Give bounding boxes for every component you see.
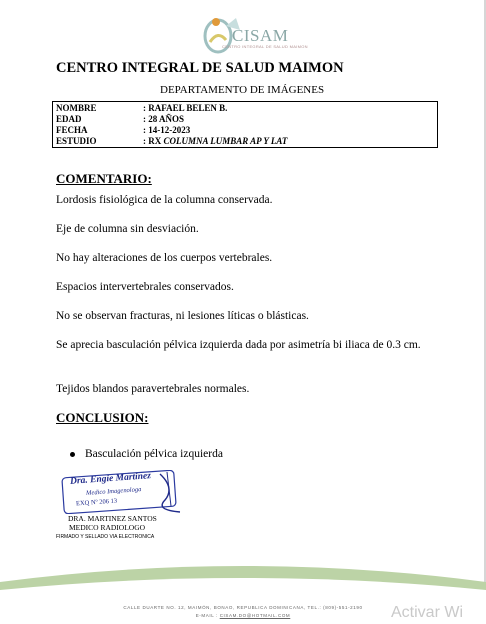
comentario-line: Espacios intervertebrales conservados. bbox=[56, 281, 234, 293]
comentario-line: Eje de columna sin desviación. bbox=[56, 223, 199, 235]
comentario-line: No se observan fracturas, ni lesiones líticas o blásticas. bbox=[56, 310, 309, 322]
doctor-line: DRA. MARTINEZ SANTOS bbox=[68, 514, 157, 523]
signature-id: EXQ Nº 206 13 bbox=[75, 497, 118, 508]
comentario-line: No hay alteraciones de los cuerpos vertebrales. bbox=[56, 252, 273, 264]
doctor-title: MEDICO RADIOLOGO bbox=[69, 523, 146, 532]
conclusion-heading: CONCLUSION: bbox=[56, 410, 149, 425]
patient-value: : RAFAEL BELEN B. bbox=[143, 103, 228, 113]
patient-info-box bbox=[52, 101, 438, 148]
patient-label: EDAD bbox=[56, 114, 82, 124]
patient-label: NOMBRE bbox=[56, 103, 97, 113]
patient-row-date bbox=[56, 125, 434, 136]
patient-row-age bbox=[56, 114, 434, 125]
signature-role: Medico Imagenologa bbox=[85, 486, 142, 497]
comentario-line: Se aprecia basculación pélvica izquierda dada por asimetría bi iliaca de 0.3 cm. bbox=[56, 339, 421, 351]
patient-label: ESTUDIO bbox=[56, 136, 97, 146]
patient-value: : 14-12-2023 bbox=[143, 125, 191, 135]
bullet-icon bbox=[70, 452, 75, 457]
conclusion-item: Basculación pélvica izquierda bbox=[85, 448, 223, 460]
patient-label: FECHA bbox=[56, 125, 88, 135]
logo-name: CISAM bbox=[232, 26, 289, 45]
signature-name: Dra. Engie Martinez bbox=[69, 471, 152, 487]
comentario-line: Tejidos blandos paravertebrales normales. bbox=[56, 383, 250, 395]
comentario-line: Lordosis fisiológica de la columna conservada. bbox=[56, 194, 273, 206]
study-prefix: : RX bbox=[143, 136, 164, 146]
patient-value bbox=[143, 136, 287, 147]
patient-row-name bbox=[56, 103, 434, 114]
study-name: COLUMNA LUMBAR AP Y LAT bbox=[163, 136, 288, 146]
department-label: DEPARTAMENTO DE IMÁGENES bbox=[160, 84, 325, 96]
patient-value: : 28 AÑOS bbox=[143, 114, 185, 124]
patient-row-study bbox=[56, 136, 434, 147]
comentario-heading: COMENTARIO: bbox=[56, 171, 152, 186]
signed-note: FIRMADO Y SELLADO VIA ELECTRONICA bbox=[56, 534, 155, 540]
footer-address: CALLE DUARTE NO. 12, MAIMÓN, BONAO, REPUBLICA DOMINICANA, TEL.: (809)-551-2190 bbox=[123, 605, 363, 610]
footer-email-label: E-MAIL : bbox=[195, 613, 220, 618]
footer-email-link[interactable]: CISAM.DO@HOTMAIL.COM bbox=[219, 613, 291, 618]
doctor-name bbox=[68, 514, 157, 532]
logo-subtitle: CENTRO INTEGRAL DE SALUD MAIMON bbox=[222, 44, 308, 49]
activation-watermark: Activar Wi bbox=[391, 604, 463, 621]
page-title: CENTRO INTEGRAL DE SALUD MAIMON bbox=[56, 60, 344, 76]
